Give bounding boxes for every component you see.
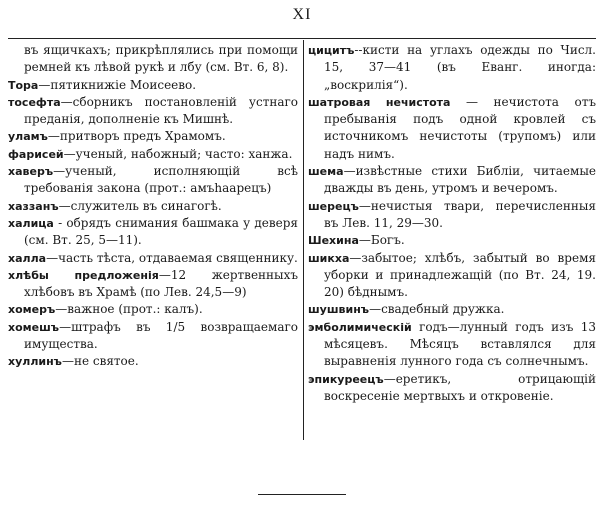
glossary-entry (8, 267, 298, 302)
glossary-entry (308, 94, 596, 163)
entry-definition: —ученый, исполняющій всѣ требованія закона (прот.: амъhаарецъ) (24, 164, 298, 196)
entry-definition: —штрафъ въ 1/5 возвращаемаго имущества. (24, 319, 298, 352)
entry-definition: - обрядъ снимания башмака у деверя (см. Вт. 25, 5—11). (24, 215, 298, 248)
glossary-entry (8, 198, 298, 215)
entry-term: шушвинъ (308, 303, 370, 317)
entry-definition: —сборникъ постановленій устнаго преданія, дополненіе къ Мишнѣ. (24, 94, 298, 127)
entry-definition: въ ящичкахъ; прикрѣплялись при помощи ремней къ лѣвой рукѣ и лбу (см. Вт. 6, 8). (24, 43, 298, 75)
entry-term: эпикуреецъ (308, 372, 384, 386)
entry-definition: годъ—лунный годъ изъ 13 мѣсяцевъ. Мѣсяцъ вставлялся для выравненія лунного года съ солнечнымъ. (324, 319, 596, 369)
glossary-entry (8, 128, 298, 145)
entry-definition: —забытое; хлѣбъ, забытый во время уборки и принадлежащій (по Вт. 24, 19. 20) бѣднымъ. (324, 250, 596, 300)
entry-definition: —еретикъ, отрицающій воскресеніе мертвыхъ и откровеніе. (324, 371, 596, 403)
entry-definition: —свадебный дружка. (369, 302, 505, 317)
entry-definition: — нечистота отъ пребыванія подъ одной кровлей съ источникомъ нечистоты (трупомъ) или надъ нимъ. (324, 94, 596, 161)
entry-term: шикха (308, 251, 350, 265)
glossary-entry (8, 77, 298, 94)
glossary-entry (308, 319, 596, 371)
entry-term: тосефта (8, 95, 61, 109)
entry-term: хаверъ (8, 165, 54, 179)
glossary-entry (8, 215, 298, 250)
glossary-entry (308, 198, 596, 233)
left-column (8, 42, 298, 371)
entry-definition: —притворъ предъ Храмомъ. (47, 129, 226, 144)
entry-term: шатровая нечистота (308, 95, 451, 109)
entry-term: Тора (8, 78, 39, 92)
entry-definition: —ученый, набожный; часто: ханжа. (63, 146, 293, 161)
entry-term: Шехина (308, 234, 359, 248)
glossary-entry (8, 94, 298, 129)
glossary-entry (8, 163, 298, 198)
entry-definition: —Богъ. (358, 233, 405, 248)
entry-definition: —нечистыя твари, перечисленныя въ Лев. 11, 29—30. (324, 198, 596, 230)
page-number: XI (292, 6, 312, 23)
right-column (308, 42, 596, 405)
entry-definition: —извѣстные стихи Библіи, читаемые дважды въ день, утромъ и вечеромъ. (324, 164, 596, 196)
bottom-rule (258, 494, 346, 495)
entry-term: хомешъ (8, 320, 60, 334)
entry-term: фарисей (8, 147, 64, 161)
entry-definition: —пятикнижіе Моисеево. (38, 77, 197, 92)
entry-term: эмболимическій (308, 320, 412, 334)
entry-term: хаззанъ (8, 199, 59, 213)
entry-term: халла (8, 251, 47, 265)
entry-definition: —важное (прот.: калъ). (55, 302, 203, 317)
glossary-entry (8, 353, 298, 370)
entry-term: шерецъ (308, 199, 359, 213)
entry-definition: —часть тѣста, отдаваемая священнику. (46, 250, 298, 265)
entry-term: халица (8, 216, 54, 230)
glossary-entry (8, 146, 298, 163)
entry-term: хуллинъ (8, 355, 62, 369)
glossary-entry (308, 250, 596, 302)
glossary-entry-continuation (8, 42, 298, 77)
glossary-entry (308, 232, 596, 249)
entry-definition: --кисти на углахъ одежды по Числ. 15, 37—41 (въ Еванг. иногда: „воскрилія“). (324, 43, 596, 92)
entry-term: цицитъ (308, 44, 355, 57)
entry-definition: —не святое. (61, 354, 139, 369)
top-rule (8, 38, 596, 39)
glossary-entry (8, 301, 298, 318)
entry-definition: —служитель въ синагогѣ. (58, 198, 222, 213)
entry-term: шема (308, 165, 344, 179)
glossary-entry (308, 371, 596, 406)
entry-term: хлѣбы предложенія (8, 268, 159, 282)
entry-term: уламъ (8, 130, 48, 144)
glossary-entry (308, 42, 596, 94)
glossary-entry (308, 301, 596, 318)
entry-term: хомеръ (8, 303, 56, 317)
column-divider (303, 40, 304, 440)
glossary-entry (308, 163, 596, 198)
glossary-entry (8, 250, 298, 267)
entry-definition: —12 жертвенныхъ хлѣбовъ въ Храмѣ (по Лев. 24,5—9) (24, 267, 298, 300)
glossary-entry (8, 319, 298, 354)
